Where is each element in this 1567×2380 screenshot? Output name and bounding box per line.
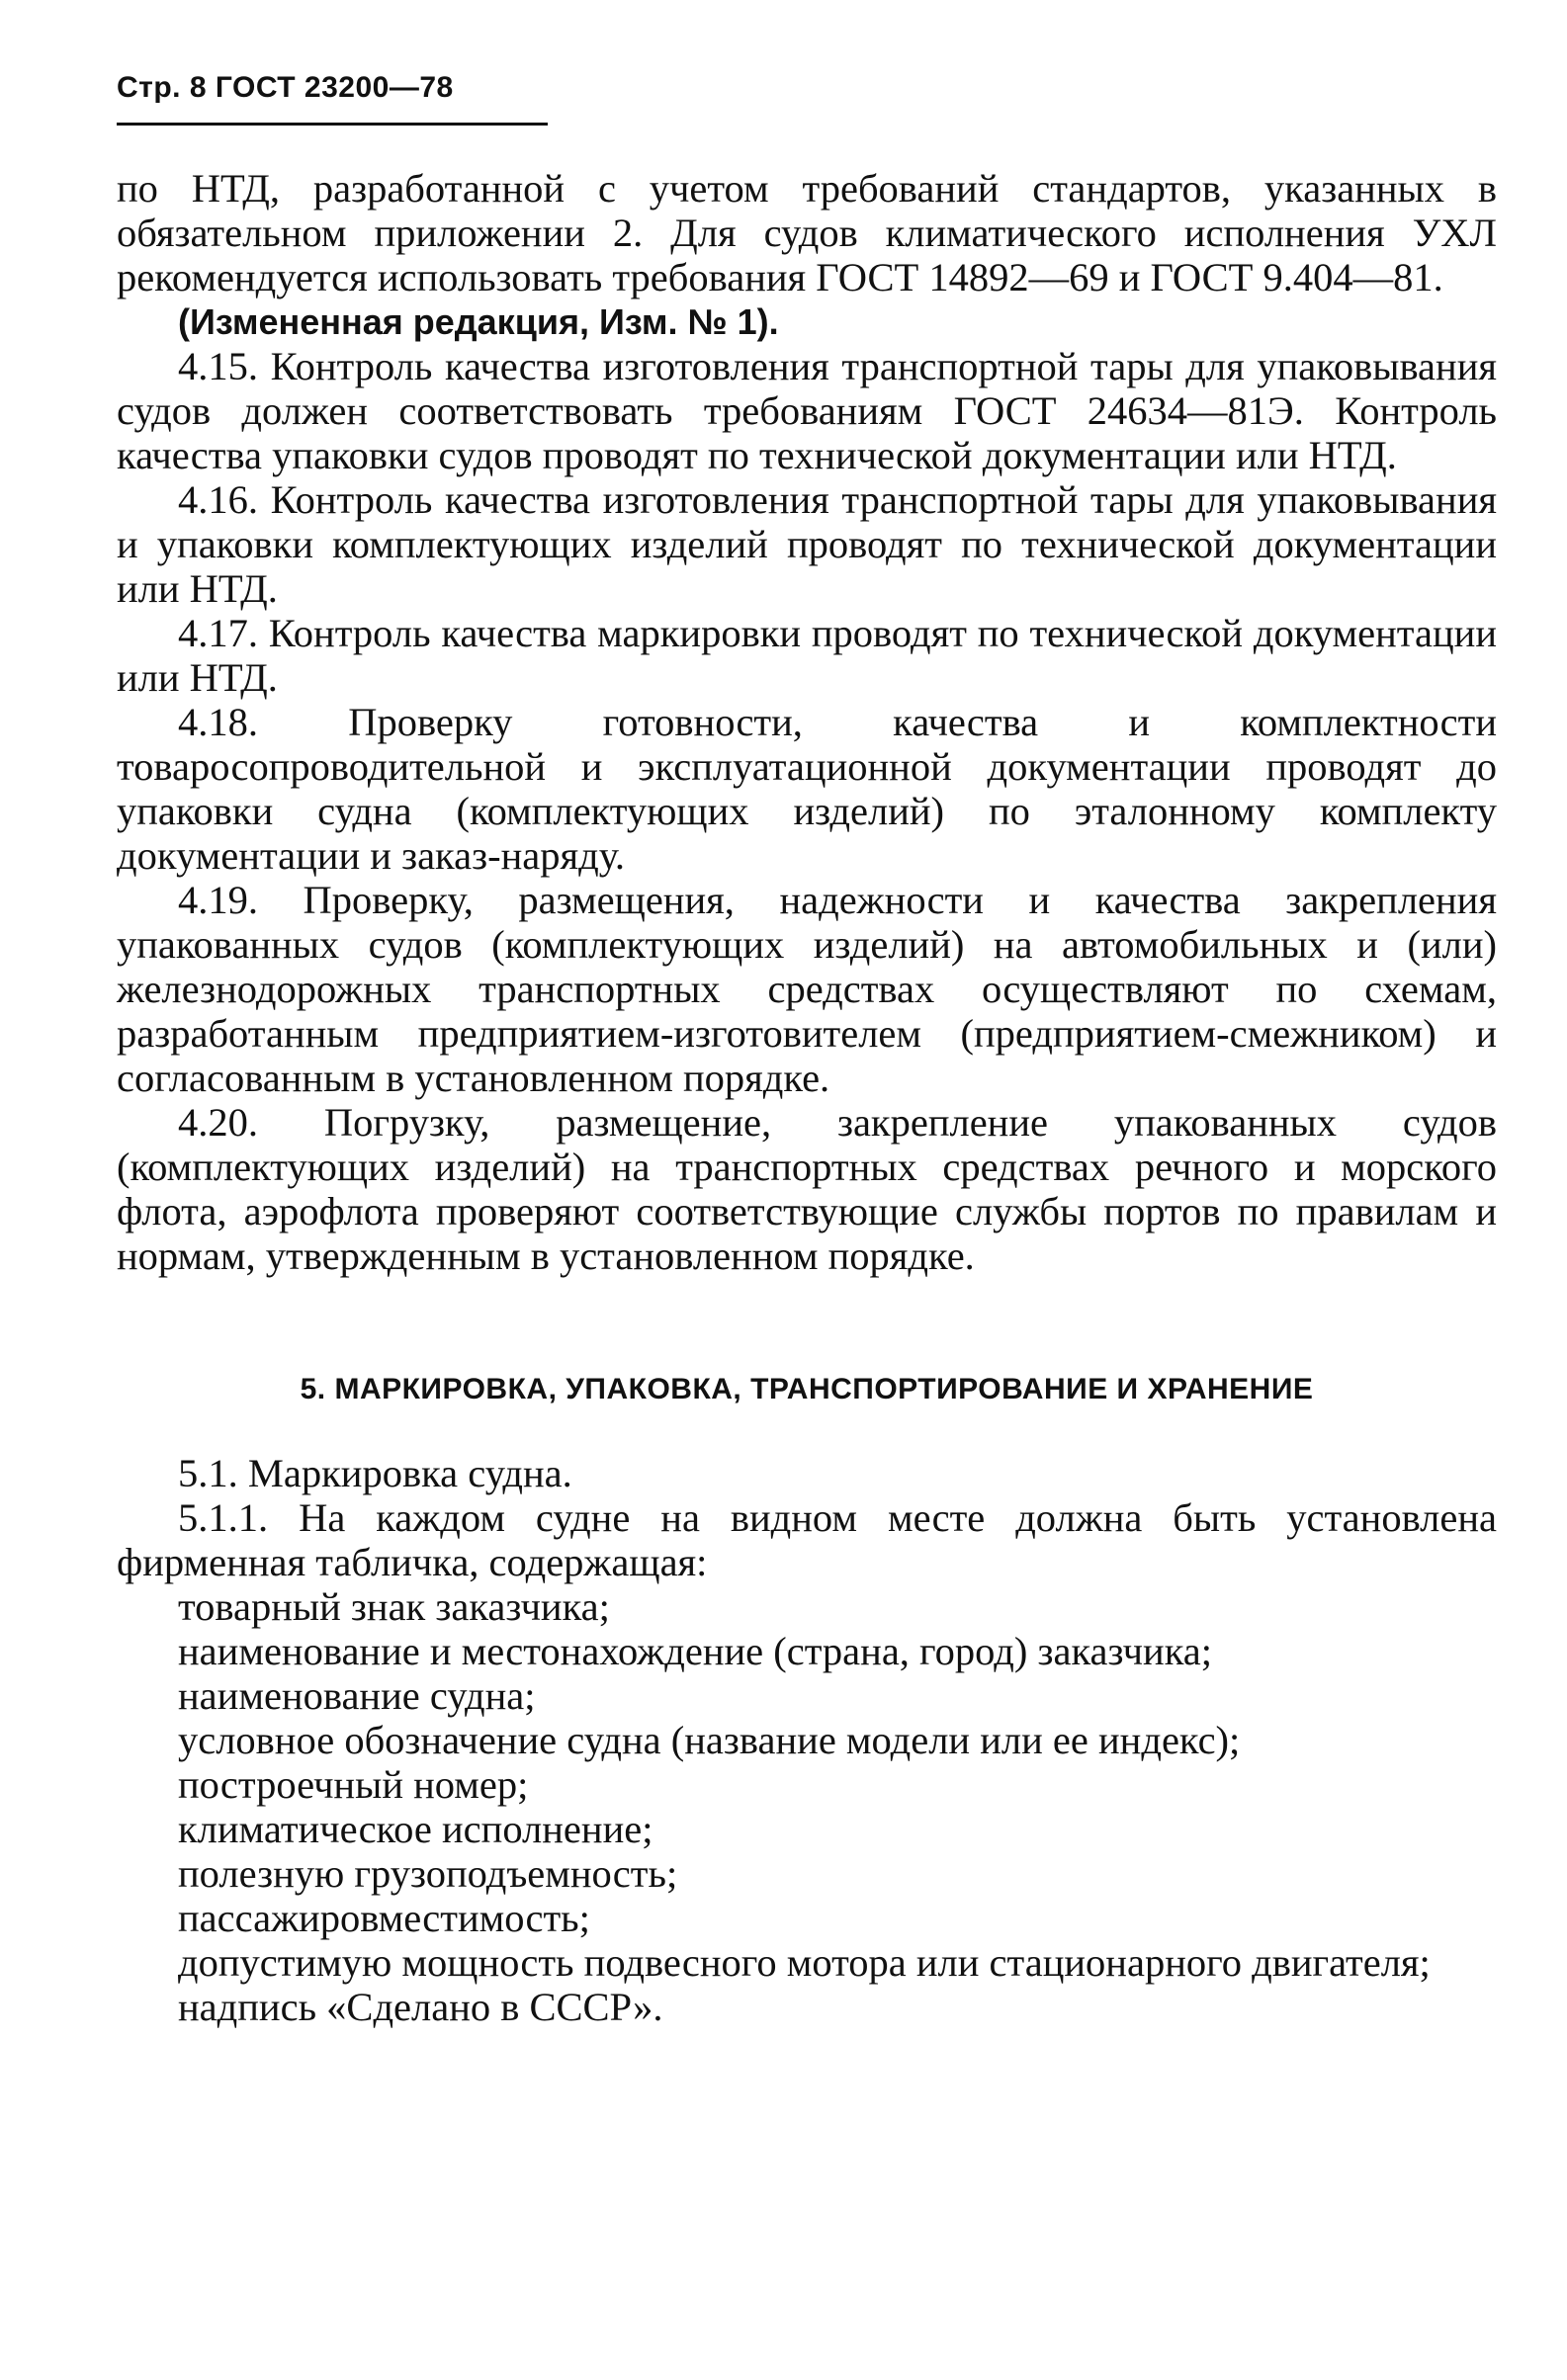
list-item: наименование судна; [178, 1673, 536, 1718]
clause-4-16: 4.16. Контроль качества изготовления транспортной тары для упаковывания и упаковки комплектующих изделий проводят по технической документации или НТД. [117, 477, 1497, 611]
section-5-heading: 5. МАРКИРОВКА, УПАКОВКА, ТРАНСПОРТИРОВАНИЕ И ХРАНЕНИЕ [300, 1373, 1314, 1405]
clause-4-15: 4.15. Контроль качества изготовления транспортной тары для упаковывания судов должен соответствовать требованиям ГОСТ 24634—81Э. Контроль качества упаковки судов проводят по технической документации или НТД. [117, 344, 1497, 477]
paragraph-continuation: по НТД, разработанной с учетом требований стандартов, указанных в обязательном приложении 2. Для судов климатического исполнения УХЛ рекомендуется использовать требования ГОСТ 14892—69 и ГОСТ 9.404—81. [117, 166, 1497, 299]
header-rule [117, 123, 548, 126]
list-item: условное обозначение судна (название модели или ее индекс); [178, 1718, 1241, 1762]
list-item: допустимую мощность подвесного мотора или стационарного двигателя; [178, 1940, 1431, 1985]
list-item: построечный номер; [178, 1762, 529, 1807]
list-item: пассажировместимость; [178, 1896, 590, 1940]
list-item: полезную грузоподъемность; [178, 1851, 678, 1896]
edit-note: (Измененная редакция, Изм. № 1). [178, 301, 779, 342]
document-body [117, 166, 1497, 2029]
clause-4-20: 4.20. Погрузку, размещение, закрепление упакованных судов (комплектующих изделий) на транспортных средствах речного и морского флота, аэрофлота проверяют соответствующие службы портов по правилам и нормам, утвержденным в установленном порядке. [117, 1100, 1497, 1278]
list-item: надпись «Сделано в СССР». [178, 1985, 663, 2029]
clause-4-18: 4.18. Проверку готовности, качества и комплектности товаросопроводительной и эксплуатационной документации проводят до упаковки судна (комплектующих изделий) по эталонному комплекту документации и заказ-наряду. [117, 700, 1497, 878]
nameplate-items-list [117, 1584, 1497, 2029]
list-item: климатическое исполнение; [178, 1807, 653, 1851]
list-item: наименование и местонахождение (страна, город) заказчика; [178, 1629, 1212, 1673]
page-header: Стр. 8 ГОСТ 23200—78 [117, 71, 454, 104]
list-item: товарный знак заказчика; [178, 1584, 610, 1629]
clause-4-19: 4.19. Проверку, размещения, надежности и качества закрепления упакованных судов (комплектующих изделий) на автомобильных и (или) железнодорожных транспортных средствах осуществляют по схемам, разработанным предприятием-изготовителем (предприятием-смежником) и согласованным в установленном порядке. [117, 878, 1497, 1100]
clause-5-1: 5.1. Маркировка судна. [178, 1451, 572, 1495]
clause-4-17: 4.17. Контроль качества маркировки проводят по технической документации или НТД. [117, 611, 1497, 700]
clause-5-1-1: 5.1.1. На каждом судне на видном месте должна быть установлена фирменная табличка, содержащая: [117, 1495, 1497, 1584]
